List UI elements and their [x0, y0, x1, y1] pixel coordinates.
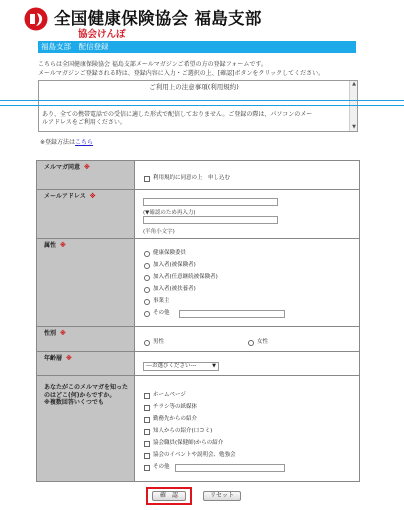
- attribute-option: 加入者(被保険者): [153, 262, 196, 268]
- attribute-label: 属性 ※: [37, 239, 135, 326]
- row-gender: [37, 327, 359, 352]
- source-option: チラシ等の紙媒体: [153, 404, 198, 410]
- source-checkbox[interactable]: [144, 441, 150, 447]
- consent-checkbox[interactable]: [144, 176, 150, 182]
- age-field: [135, 352, 359, 375]
- chevron-down-icon: ▼: [212, 363, 216, 369]
- required-mark: ※: [84, 164, 90, 171]
- attribute-radio[interactable]: [144, 299, 150, 305]
- source-label: [37, 376, 135, 481]
- registration-method-link[interactable]: こちら: [75, 139, 94, 146]
- kyokai-kenpo-logo-icon: [24, 7, 48, 31]
- gender-male-label: 男性: [153, 339, 165, 345]
- row-attribute: [37, 239, 359, 327]
- gender-field: [135, 327, 359, 351]
- attribute-radio[interactable]: [144, 311, 150, 317]
- gender-label: 性別 ※: [37, 327, 135, 351]
- intro-line: メールマガジンご登録される時は、登録内容に入力・ご選択の上、[確認]ボタンをクリックしてください。: [38, 69, 325, 77]
- source-checkbox[interactable]: [144, 393, 150, 399]
- magazine-label: メルマガ同意 ※: [37, 161, 135, 189]
- source-label-line: あなたがこのメルマガを知った: [44, 384, 129, 391]
- age-selected-value: ---お選びください---: [146, 363, 197, 369]
- source-option: ホームページ: [153, 392, 186, 398]
- age-label: 年齢層 ※: [37, 352, 135, 375]
- attribute-radio[interactable]: [144, 287, 150, 293]
- site-header: [24, 4, 384, 38]
- attribute-radio[interactable]: [144, 275, 150, 281]
- attribute-option: その他: [153, 310, 170, 316]
- email-field: [135, 190, 359, 238]
- source-checkbox[interactable]: [144, 429, 150, 435]
- org-name: 全国健康保険協会 福島支部: [54, 9, 262, 28]
- source-field: [135, 376, 359, 481]
- org-subtitle: 協会けんぽ: [78, 29, 126, 40]
- gender-female-radio[interactable]: [248, 340, 254, 346]
- attribute-field: [135, 239, 359, 326]
- source-option: 勤務先からの紹介: [153, 416, 198, 422]
- attribute-radio[interactable]: [144, 251, 150, 257]
- attribute-radio[interactable]: [144, 263, 150, 269]
- row-magazine: [37, 161, 359, 190]
- required-mark: ※: [60, 242, 66, 249]
- registration-method: [40, 137, 93, 146]
- row-email: [37, 190, 359, 239]
- confirm-button[interactable]: 確 認: [152, 491, 186, 501]
- registration-form: [36, 160, 360, 482]
- divider-line: [0, 100, 404, 101]
- required-mark: ※: [60, 330, 66, 337]
- source-option: 協会のイベントや説明会、勉強会: [153, 452, 236, 458]
- attribute-option: 事業主: [153, 298, 170, 304]
- source-option: 協会職員(保健師)からの紹介: [153, 440, 224, 446]
- email-input[interactable]: [143, 198, 278, 206]
- scroll-down-icon[interactable]: ▼: [352, 124, 356, 130]
- source-option: その他: [153, 464, 170, 470]
- source-label-line: のはどこ(何)からですか。: [44, 391, 116, 399]
- source-other-input[interactable]: [175, 464, 285, 472]
- registration-method-text: ※登録方法は: [40, 139, 76, 146]
- row-age: [37, 352, 359, 376]
- age-select[interactable]: [143, 362, 219, 371]
- attribute-other-input[interactable]: [179, 310, 285, 318]
- consent-label: 利用規約に同意の上 申し込む: [153, 175, 231, 181]
- terms-scrollbar[interactable]: [349, 81, 357, 131]
- magazine-field: [135, 161, 359, 189]
- required-mark: ※: [89, 193, 96, 200]
- scroll-up-icon[interactable]: ▲: [352, 81, 356, 87]
- source-label-line: ※複数回答いくつでも: [44, 399, 104, 406]
- row-source: [37, 376, 359, 481]
- intro-text: [38, 61, 358, 78]
- email-confirm-hint: (▼確認のため再入力): [143, 210, 196, 216]
- divider-line: [0, 105, 404, 106]
- attribute-option: 健康保険委員: [153, 250, 187, 256]
- source-checkbox[interactable]: [144, 405, 150, 411]
- attribute-option: 加入者(被扶養者): [153, 286, 196, 292]
- terms-title: ご利用上の注意事項(利用規約): [149, 83, 239, 91]
- gender-male-radio[interactable]: [144, 340, 150, 346]
- attribute-option: 加入者(任意継続被保険者): [153, 274, 218, 280]
- intro-line: こちらは全国健康保険協会 福島支部メールマガジンご希望の方の登録フォームです。: [38, 61, 267, 68]
- source-option: 知人からの紹介(口コミ): [153, 428, 213, 434]
- terms-line: ルアドレスをご利用ください。: [42, 119, 126, 126]
- terms-body: [42, 111, 346, 127]
- email-format-hint: (半角小文字): [143, 229, 175, 235]
- terms-line: あり、全ての携帯電話での受信に適した形式で配信しておりません。ご登録の際は、パソコンのメー: [42, 111, 313, 118]
- email-label: メールアドレス ※: [37, 190, 135, 238]
- source-checkbox[interactable]: [144, 453, 150, 459]
- page-title: 福島支部 配信登録: [38, 41, 356, 53]
- terms-box[interactable]: [38, 80, 358, 132]
- source-checkbox[interactable]: [144, 417, 150, 423]
- required-mark: ※: [66, 355, 72, 362]
- source-checkbox[interactable]: [144, 465, 150, 471]
- reset-button[interactable]: リセット: [203, 491, 241, 501]
- gender-female-label: 女性: [257, 339, 269, 345]
- email-confirm-input[interactable]: [143, 216, 278, 224]
